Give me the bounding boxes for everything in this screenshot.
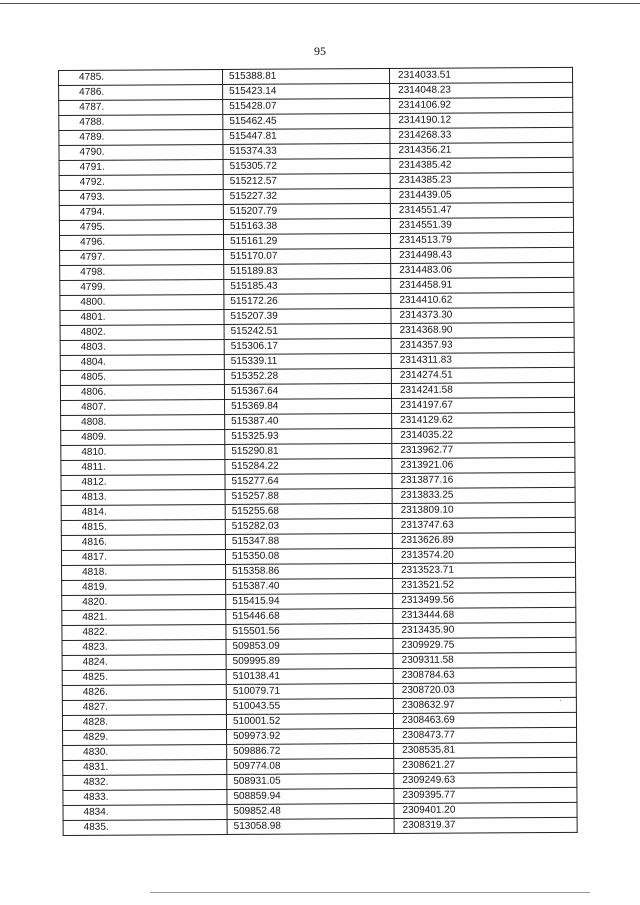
point-number-cell: 4790. [59,144,223,160]
point-number-cell: 4828. [62,714,226,730]
x-coordinate-cell: 515388.81 [222,68,389,84]
y-coordinate-cell: 2314356.21 [390,142,573,158]
point-number-cell: 4826. [62,684,226,700]
x-coordinate-cell: 515185.43 [224,278,391,294]
x-coordinate-cell: 510001.52 [226,713,393,729]
y-coordinate-cell: 2314551.47 [390,202,573,218]
point-number-cell: 4814. [61,504,225,520]
x-coordinate-cell: 515282.03 [225,518,392,534]
x-coordinate-cell: 515423.14 [223,83,390,99]
x-coordinate-cell: 515163.38 [223,218,390,234]
y-coordinate-cell: 2313747.63 [392,517,575,533]
y-coordinate-cell: 2313521.52 [393,577,576,593]
y-coordinate-cell: 2313435.90 [393,622,576,638]
y-coordinate-cell: 2313574.20 [392,547,575,563]
point-number-cell: 4800. [60,294,224,310]
y-coordinate-cell: 2314241.58 [391,382,574,398]
y-coordinate-cell: 2314033.51 [389,67,572,83]
point-number-cell: 4785. [59,69,223,85]
y-coordinate-cell: 2314385.42 [390,157,573,173]
y-coordinate-cell: 2308463.69 [393,712,576,728]
y-coordinate-cell: 2314129.62 [392,412,575,428]
y-coordinate-cell: 2313833.25 [392,487,575,503]
point-number-cell: 4830. [63,744,227,760]
y-coordinate-cell: 2309401.20 [394,802,577,818]
point-number-cell: 4792. [59,174,223,190]
y-coordinate-cell: 2314410.62 [391,292,574,308]
y-coordinate-cell: 2314274.51 [391,367,574,383]
x-coordinate-cell: 515462.45 [223,113,390,129]
x-coordinate-cell: 515367.64 [224,383,391,399]
y-coordinate-cell: 2314458.91 [391,277,574,293]
x-coordinate-cell: 509995.89 [226,653,393,669]
x-coordinate-cell: 515415.94 [226,593,393,609]
point-number-cell: 4819. [62,579,226,595]
x-coordinate-cell: 515227.32 [223,188,390,204]
point-number-cell: 4796. [60,234,224,250]
y-coordinate-cell: 2308319.37 [394,817,577,833]
x-coordinate-cell: 515207.39 [224,308,391,324]
coordinates-table [58,67,578,836]
x-coordinate-cell: 515305.72 [223,158,390,174]
x-coordinate-cell: 509853.09 [226,638,393,654]
point-number-cell: 4833. [63,789,227,805]
x-coordinate-cell: 515257.88 [225,488,392,504]
point-number-cell: 4804. [60,354,224,370]
x-coordinate-cell: 515428.07 [223,98,390,114]
x-coordinate-cell: 508859.94 [227,788,394,804]
x-coordinate-cell: 515170.07 [224,248,391,264]
x-coordinate-cell: 515339.11 [224,353,391,369]
y-coordinate-cell: 2313809.10 [392,502,575,518]
x-coordinate-cell: 515290.81 [225,443,392,459]
y-coordinate-cell: 2314483.06 [391,262,574,278]
y-coordinate-cell: 2309249.63 [394,772,577,788]
x-coordinate-cell: 515277.64 [225,473,392,489]
x-coordinate-cell: 509774.08 [227,758,394,774]
table-row [63,817,577,835]
y-coordinate-cell: 2308535.81 [394,742,577,758]
x-coordinate-cell: 515369.84 [225,398,392,414]
x-coordinate-cell: 515387.40 [226,578,393,594]
y-coordinate-cell: 2313626.89 [392,532,575,548]
x-coordinate-cell: 515161.29 [224,233,391,249]
point-number-cell: 4788. [59,114,223,130]
y-coordinate-cell: 2308621.27 [394,757,577,773]
x-coordinate-cell: 509973.92 [227,728,394,744]
x-coordinate-cell: 515387.40 [225,413,392,429]
y-coordinate-cell: 2314439.05 [390,187,573,203]
point-number-cell: 4801. [60,309,224,325]
point-number-cell: 4827. [62,699,226,715]
x-coordinate-cell: 515242.51 [224,323,391,339]
x-coordinate-cell: 509886.72 [227,743,394,759]
x-coordinate-cell: 515284.22 [225,458,392,474]
point-number-cell: 4817. [61,549,225,565]
x-coordinate-cell: 509852.48 [227,803,394,819]
y-coordinate-cell: 2314035.22 [392,427,575,443]
x-coordinate-cell: 510043.55 [226,698,393,714]
y-coordinate-cell: 2308784.63 [393,667,576,683]
coordinates-table-container [58,67,577,836]
point-number-cell: 4821. [62,609,226,625]
x-coordinate-cell: 515325.93 [225,428,392,444]
y-coordinate-cell: 2308473.77 [394,727,577,743]
y-coordinate-cell: 2314106.92 [390,97,573,113]
point-number-cell: 4815. [61,519,225,535]
y-coordinate-cell: 2313444.68 [393,607,576,623]
x-coordinate-cell: 515374.33 [223,143,390,159]
point-number-cell: 4820. [62,594,226,610]
scan-speck [560,700,561,701]
x-coordinate-cell: 513058.98 [227,818,394,834]
point-number-cell: 4813. [61,489,225,505]
point-number-cell: 4822. [62,624,226,640]
y-coordinate-cell: 2314197.67 [392,397,575,413]
point-number-cell: 4829. [63,729,227,745]
y-coordinate-cell: 2314513.79 [391,232,574,248]
x-coordinate-cell: 515352.28 [224,368,391,384]
x-coordinate-cell: 515501.56 [226,623,393,639]
point-number-cell: 4811. [61,459,225,475]
point-number-cell: 4808. [61,414,225,430]
point-number-cell: 4816. [61,534,225,550]
point-number-cell: 4832. [63,774,227,790]
y-coordinate-cell: 2313499.56 [393,592,576,608]
x-coordinate-cell: 515446.68 [226,608,393,624]
x-coordinate-cell: 515212.57 [223,173,390,189]
y-coordinate-cell: 2314311.83 [391,352,574,368]
point-number-cell: 4791. [59,159,223,175]
point-number-cell: 4802. [60,324,224,340]
point-number-cell: 4797. [60,249,224,265]
x-coordinate-cell: 515350.08 [225,548,392,564]
point-number-cell: 4794. [59,204,223,220]
point-number-cell: 4818. [62,564,226,580]
point-number-cell: 4823. [62,639,226,655]
x-coordinate-cell: 515447.81 [223,128,390,144]
coordinates-table-body [59,67,578,835]
y-coordinate-cell: 2314190.12 [390,112,573,128]
page-bottom-border [150,892,590,893]
x-coordinate-cell: 515358.86 [226,563,393,579]
y-coordinate-cell: 2314373.30 [391,307,574,323]
y-coordinate-cell: 2314498.43 [391,247,574,263]
x-coordinate-cell: 510138.41 [226,668,393,684]
point-number-cell: 4809. [61,429,225,445]
y-coordinate-cell: 2314357.93 [391,337,574,353]
point-number-cell: 4798. [60,264,224,280]
x-coordinate-cell: 515172.26 [224,293,391,309]
point-number-cell: 4810. [61,444,225,460]
point-number-cell: 4806. [60,384,224,400]
point-number-cell: 4803. [60,339,224,355]
y-coordinate-cell: 2313523.71 [393,562,576,578]
x-coordinate-cell: 510079.71 [226,683,393,699]
point-number-cell: 4824. [62,654,226,670]
page-top-border [0,3,640,4]
x-coordinate-cell: 515207.79 [223,203,390,219]
point-number-cell: 4805. [60,369,224,385]
y-coordinate-cell: 2314385.23 [390,172,573,188]
y-coordinate-cell: 2308632.97 [393,697,576,713]
point-number-cell: 4835. [63,819,227,835]
point-number-cell: 4812. [61,474,225,490]
y-coordinate-cell: 2309311.58 [393,652,576,668]
x-coordinate-cell: 515347.88 [225,533,392,549]
y-coordinate-cell: 2313921.06 [392,457,575,473]
point-number-cell: 4799. [60,279,224,295]
y-coordinate-cell: 2309929.75 [393,637,576,653]
point-number-cell: 4831. [63,759,227,775]
y-coordinate-cell: 2309395.77 [394,787,577,803]
y-coordinate-cell: 2313962.77 [392,442,575,458]
y-coordinate-cell: 2314551.39 [390,217,573,233]
x-coordinate-cell: 515306.17 [224,338,391,354]
y-coordinate-cell: 2308720.03 [393,682,576,698]
point-number-cell: 4795. [59,219,223,235]
page-number: 95 [314,44,326,58]
y-coordinate-cell: 2314048.23 [390,82,573,98]
x-coordinate-cell: 515255.68 [225,503,392,519]
x-coordinate-cell: 515189.83 [224,263,391,279]
x-coordinate-cell: 508931.05 [227,773,394,789]
point-number-cell: 4786. [59,84,223,100]
y-coordinate-cell: 2314268.33 [390,127,573,143]
point-number-cell: 4807. [61,399,225,415]
point-number-cell: 4793. [59,189,223,205]
point-number-cell: 4825. [62,669,226,685]
point-number-cell: 4787. [59,99,223,115]
point-number-cell: 4834. [63,804,227,820]
y-coordinate-cell: 2313877.16 [392,472,575,488]
point-number-cell: 4789. [59,129,223,145]
y-coordinate-cell: 2314368.90 [391,322,574,338]
